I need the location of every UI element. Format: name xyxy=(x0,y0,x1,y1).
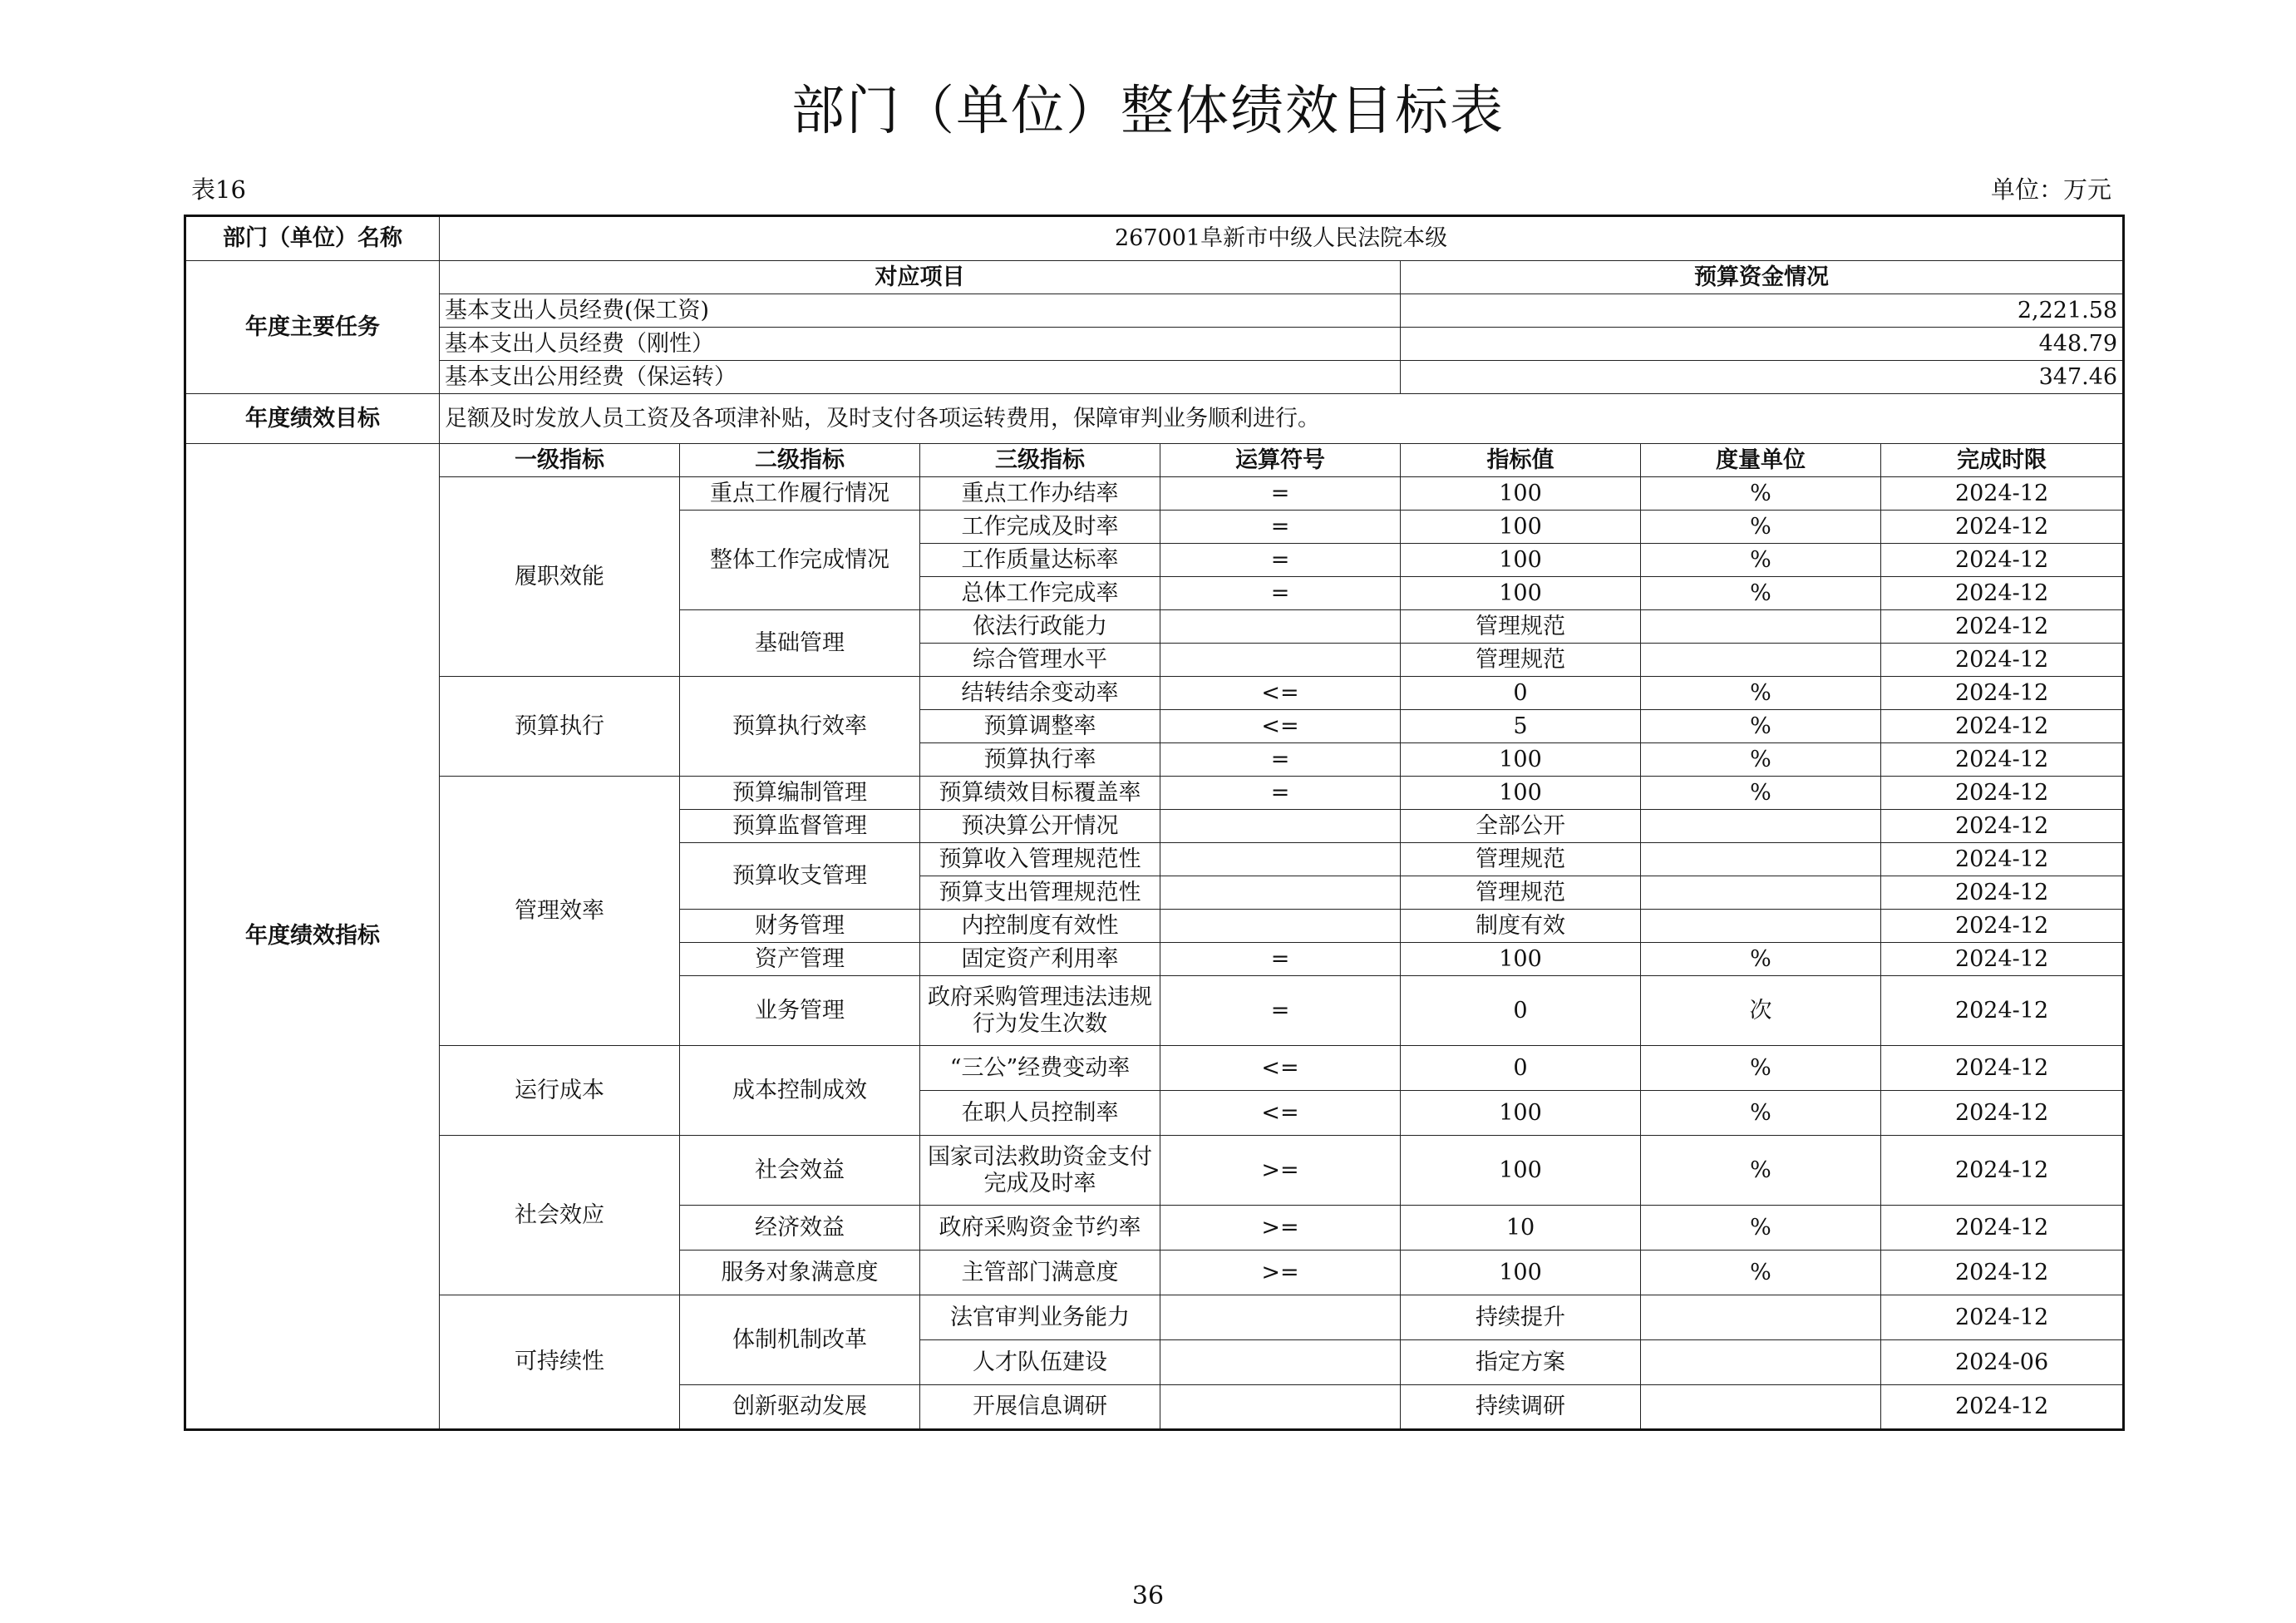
value-cell: 100 xyxy=(1401,1251,1641,1295)
indicator-row xyxy=(185,777,2124,810)
level3-cell: 结转结余变动率 xyxy=(920,677,1160,710)
operator-cell xyxy=(1160,810,1401,843)
value-cell: 管理规范 xyxy=(1401,876,1641,910)
operator-cell: = xyxy=(1160,477,1401,511)
deadline-cell: 2024-12 xyxy=(1881,976,2124,1046)
value-cell: 0 xyxy=(1401,677,1641,710)
deadline-cell: 2024-12 xyxy=(1881,743,2124,777)
value-cell: 100 xyxy=(1401,777,1641,810)
unit-cell xyxy=(1641,1385,1881,1430)
level3-cell: 主管部门满意度 xyxy=(920,1251,1160,1295)
value-cell: 管理规范 xyxy=(1401,610,1641,644)
level3-cell: 政府采购资金节约率 xyxy=(920,1206,1160,1251)
operator-cell: <= xyxy=(1160,677,1401,710)
operator-cell xyxy=(1160,1340,1401,1385)
level3-cell: 预算绩效目标覆盖率 xyxy=(920,777,1160,810)
deadline-cell: 2024-12 xyxy=(1881,610,2124,644)
header-level3: 三级指标 xyxy=(920,444,1160,477)
level3-cell: 预算调整率 xyxy=(920,710,1160,743)
deadline-cell: 2024-12 xyxy=(1881,1091,2124,1136)
unit-cell xyxy=(1641,843,1881,876)
deadline-cell: 2024-12 xyxy=(1881,910,2124,943)
value-cell: 100 xyxy=(1401,577,1641,610)
unit-cell: % xyxy=(1641,1046,1881,1091)
tasks-col-budget: 预算资金情况 xyxy=(1401,261,2124,294)
unit-cell: % xyxy=(1641,1136,1881,1206)
level3-cell: 固定资产利用率 xyxy=(920,943,1160,976)
unit-cell: % xyxy=(1641,511,1881,544)
level1-cell: 运行成本 xyxy=(440,1046,680,1136)
deadline-cell: 2024-12 xyxy=(1881,1385,2124,1430)
level2-cell: 整体工作完成情况 xyxy=(680,511,920,610)
level2-cell: 创新驱动发展 xyxy=(680,1385,920,1430)
unit-cell xyxy=(1641,610,1881,644)
task-amount: 347.46 xyxy=(1401,361,2124,394)
tasks-col-item: 对应项目 xyxy=(440,261,1401,294)
level2-cell: 经济效益 xyxy=(680,1206,920,1251)
value-cell: 管理规范 xyxy=(1401,843,1641,876)
level3-cell: 工作质量达标率 xyxy=(920,544,1160,577)
value-cell: 100 xyxy=(1401,544,1641,577)
dept-row xyxy=(185,216,2124,261)
operator-cell: <= xyxy=(1160,710,1401,743)
header-value: 指标值 xyxy=(1401,444,1641,477)
deadline-cell: 2024-12 xyxy=(1881,777,2124,810)
goal-row xyxy=(185,394,2124,444)
level1-cell: 履职效能 xyxy=(440,477,680,677)
dept-label: 部门（单位）名称 xyxy=(185,216,440,261)
level3-cell: 重点工作办结率 xyxy=(920,477,1160,511)
level3-cell: 人才队伍建设 xyxy=(920,1340,1160,1385)
deadline-cell: 2024-12 xyxy=(1881,943,2124,976)
value-cell: 持续调研 xyxy=(1401,1385,1641,1430)
level2-cell: 业务管理 xyxy=(680,976,920,1046)
level3-cell: 工作完成及时率 xyxy=(920,511,1160,544)
goal-text: 足额及时发放人员工资及各项津补贴，及时支付各项运转费用，保障审判业务顺利进行。 xyxy=(440,394,2124,444)
operator-cell xyxy=(1160,1385,1401,1430)
operator-cell: = xyxy=(1160,743,1401,777)
indicator-row xyxy=(185,1136,2124,1206)
level3-cell: 预算支出管理规范性 xyxy=(920,876,1160,910)
task-amount: 448.79 xyxy=(1401,328,2124,361)
level3-cell: 开展信息调研 xyxy=(920,1385,1160,1430)
unit-cell: % xyxy=(1641,577,1881,610)
deadline-cell: 2024-12 xyxy=(1881,677,2124,710)
operator-cell: = xyxy=(1160,577,1401,610)
performance-table xyxy=(184,215,2125,1431)
unit-cell: 次 xyxy=(1641,976,1881,1046)
value-cell: 100 xyxy=(1401,1091,1641,1136)
level3-cell: 内控制度有效性 xyxy=(920,910,1160,943)
unit-cell xyxy=(1641,810,1881,843)
value-cell: 10 xyxy=(1401,1206,1641,1251)
level2-cell: 预算编制管理 xyxy=(680,777,920,810)
deadline-cell: 2024-12 xyxy=(1881,876,2124,910)
task-name: 基本支出人员经费（刚性） xyxy=(440,328,1401,361)
deadline-cell: 2024-12 xyxy=(1881,544,2124,577)
operator-cell: <= xyxy=(1160,1091,1401,1136)
indicator-row xyxy=(185,1046,2124,1091)
deadline-cell: 2024-12 xyxy=(1881,477,2124,511)
value-cell: 持续提升 xyxy=(1401,1295,1641,1340)
indicator-row xyxy=(185,677,2124,710)
level1-cell: 可持续性 xyxy=(440,1295,680,1430)
operator-cell: = xyxy=(1160,943,1401,976)
tasks-header-row xyxy=(185,261,2124,294)
operator-cell xyxy=(1160,876,1401,910)
level3-cell: 国家司法救助资金支付完成及时率 xyxy=(920,1136,1160,1206)
indicator-row xyxy=(185,477,2124,511)
value-cell: 指定方案 xyxy=(1401,1340,1641,1385)
task-amount: 2,221.58 xyxy=(1401,294,2124,328)
level2-cell: 预算收支管理 xyxy=(680,843,920,910)
value-cell: 全部公开 xyxy=(1401,810,1641,843)
level3-cell: 总体工作完成率 xyxy=(920,577,1160,610)
level3-cell: 预算收入管理规范性 xyxy=(920,843,1160,876)
level2-cell: 财务管理 xyxy=(680,910,920,943)
operator-cell: = xyxy=(1160,511,1401,544)
page-title: 部门（单位）整体绩效目标表 xyxy=(791,81,1505,142)
level2-cell: 预算执行效率 xyxy=(680,677,920,777)
unit-cell: % xyxy=(1641,477,1881,511)
level3-cell: 法官审判业务能力 xyxy=(920,1295,1160,1340)
task-name: 基本支出人员经费(保工资) xyxy=(440,294,1401,328)
deadline-cell: 2024-12 xyxy=(1881,1206,2124,1251)
value-cell: 制度有效 xyxy=(1401,910,1641,943)
deadline-cell: 2024-12 xyxy=(1881,1295,2124,1340)
deadline-cell: 2024-12 xyxy=(1881,1251,2124,1295)
operator-cell xyxy=(1160,910,1401,943)
deadline-cell: 2024-12 xyxy=(1881,644,2124,677)
unit-cell: % xyxy=(1641,777,1881,810)
unit-cell xyxy=(1641,910,1881,943)
operator-cell: = xyxy=(1160,976,1401,1046)
level2-cell: 服务对象满意度 xyxy=(680,1251,920,1295)
table-number: 表16 xyxy=(191,175,246,204)
header-unit: 度量单位 xyxy=(1641,444,1881,477)
deadline-cell: 2024-12 xyxy=(1881,810,2124,843)
level3-cell: 预决算公开情况 xyxy=(920,810,1160,843)
level2-cell: 基础管理 xyxy=(680,610,920,677)
operator-cell: = xyxy=(1160,777,1401,810)
operator-cell: = xyxy=(1160,544,1401,577)
task-row xyxy=(185,361,2124,394)
unit-cell: % xyxy=(1641,1251,1881,1295)
unit-cell xyxy=(1641,876,1881,910)
level2-cell: 重点工作履行情况 xyxy=(680,477,920,511)
header-deadline: 完成时限 xyxy=(1881,444,2124,477)
value-cell: 100 xyxy=(1401,743,1641,777)
operator-cell xyxy=(1160,610,1401,644)
indicator-header-row xyxy=(185,444,2124,477)
level1-cell: 社会效应 xyxy=(440,1136,680,1295)
deadline-cell: 2024-12 xyxy=(1881,511,2124,544)
level3-cell: “三公”经费变动率 xyxy=(920,1046,1160,1091)
deadline-cell: 2024-12 xyxy=(1881,1046,2124,1091)
task-name: 基本支出公用经费（保运转） xyxy=(440,361,1401,394)
level1-cell: 预算执行 xyxy=(440,677,680,777)
unit-cell: % xyxy=(1641,710,1881,743)
level2-cell: 成本控制成效 xyxy=(680,1046,920,1136)
unit-cell: % xyxy=(1641,1206,1881,1251)
level3-cell: 依法行政能力 xyxy=(920,610,1160,644)
header-level1: 一级指标 xyxy=(440,444,680,477)
unit-cell: % xyxy=(1641,677,1881,710)
value-cell: 管理规范 xyxy=(1401,644,1641,677)
page-number: 36 xyxy=(1131,1581,1165,1611)
level2-cell: 体制机制改革 xyxy=(680,1295,920,1385)
level3-cell: 政府采购管理违法违规行为发生次数 xyxy=(920,976,1160,1046)
unit-cell: % xyxy=(1641,544,1881,577)
operator-cell xyxy=(1160,843,1401,876)
value-cell: 100 xyxy=(1401,1136,1641,1206)
unit-cell: % xyxy=(1641,743,1881,777)
indicators-label: 年度绩效指标 xyxy=(185,444,440,1430)
unit-cell: % xyxy=(1641,1091,1881,1136)
unit-cell xyxy=(1641,1340,1881,1385)
level3-cell: 综合管理水平 xyxy=(920,644,1160,677)
value-cell: 0 xyxy=(1401,976,1641,1046)
operator-cell: <= xyxy=(1160,1046,1401,1091)
deadline-cell: 2024-12 xyxy=(1881,1136,2124,1206)
goal-label: 年度绩效目标 xyxy=(185,394,440,444)
level2-cell: 资产管理 xyxy=(680,943,920,976)
deadline-cell: 2024-12 xyxy=(1881,577,2124,610)
unit-label: 单位：万元 xyxy=(1990,175,2111,204)
operator-cell xyxy=(1160,1295,1401,1340)
deadline-cell: 2024-12 xyxy=(1881,843,2124,876)
operator-cell: >= xyxy=(1160,1206,1401,1251)
operator-cell: >= xyxy=(1160,1136,1401,1206)
unit-cell: % xyxy=(1641,943,1881,976)
level2-cell: 社会效益 xyxy=(680,1136,920,1206)
dept-name: 267001阜新市中级人民法院本级 xyxy=(440,216,2124,261)
unit-cell xyxy=(1641,644,1881,677)
value-cell: 100 xyxy=(1401,511,1641,544)
level3-cell: 在职人员控制率 xyxy=(920,1091,1160,1136)
tasks-label: 年度主要任务 xyxy=(185,261,440,394)
value-cell: 5 xyxy=(1401,710,1641,743)
unit-cell xyxy=(1641,1295,1881,1340)
deadline-cell: 2024-12 xyxy=(1881,710,2124,743)
header-operator: 运算符号 xyxy=(1160,444,1401,477)
level3-cell: 预算执行率 xyxy=(920,743,1160,777)
indicator-row xyxy=(185,1295,2124,1340)
value-cell: 100 xyxy=(1401,943,1641,976)
level2-cell: 预算监督管理 xyxy=(680,810,920,843)
operator-cell xyxy=(1160,644,1401,677)
operator-cell: >= xyxy=(1160,1251,1401,1295)
task-row xyxy=(185,294,2124,328)
value-cell: 0 xyxy=(1401,1046,1641,1091)
level1-cell: 管理效率 xyxy=(440,777,680,1046)
deadline-cell: 2024-06 xyxy=(1881,1340,2124,1385)
header-level2: 二级指标 xyxy=(680,444,920,477)
task-row xyxy=(185,328,2124,361)
value-cell: 100 xyxy=(1401,477,1641,511)
